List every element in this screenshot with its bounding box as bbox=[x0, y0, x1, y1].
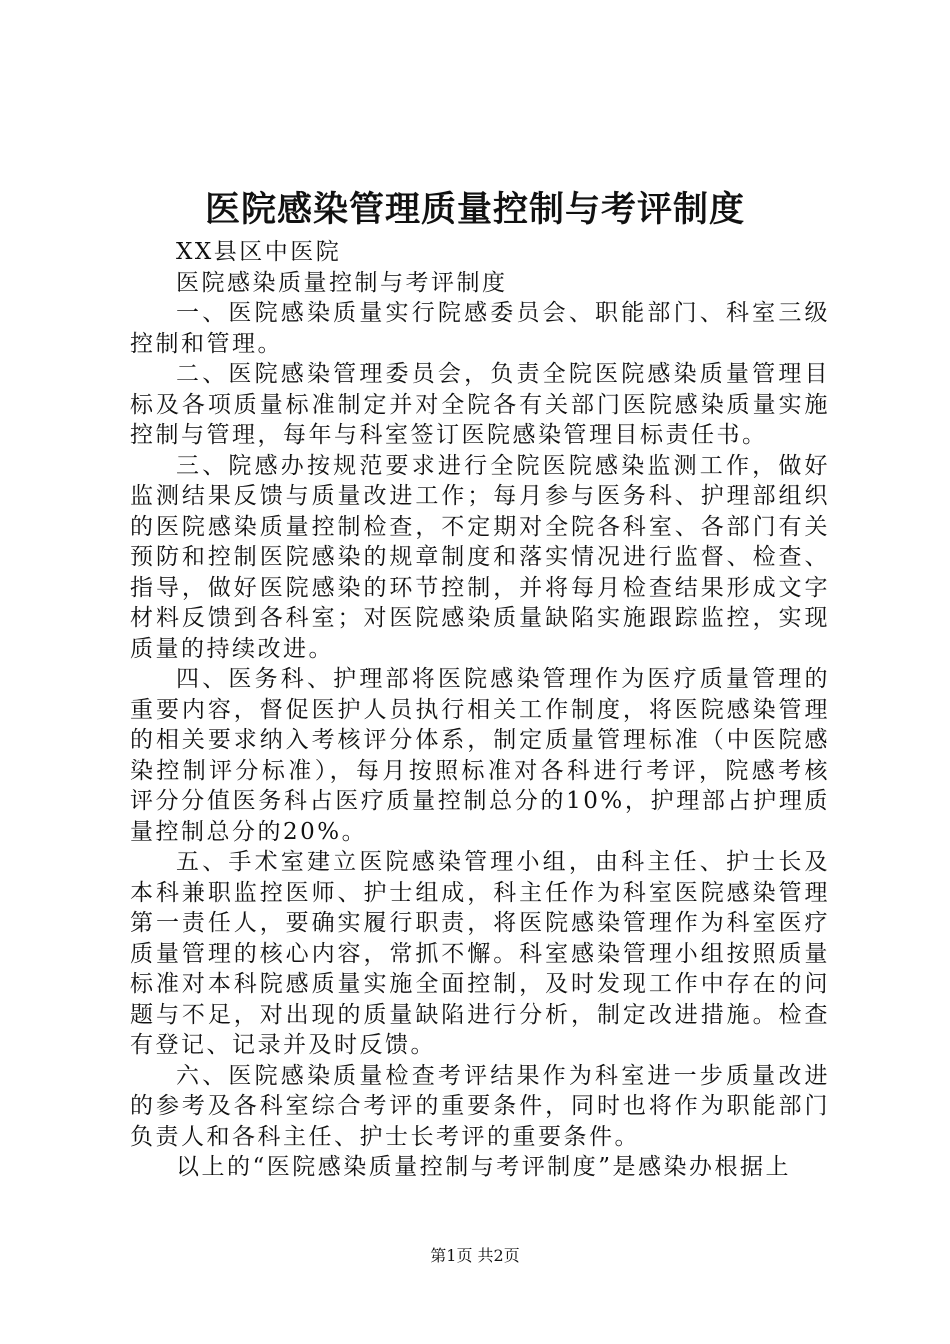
paragraph-2: 二、医院感染管理委员会，负责全院医院感染质量管理目标及各项质量标准制定并对全院各有关部门医院感染质量实施控制与管理，每年与科室签订医院感染管理目标责任书。 bbox=[130, 361, 830, 448]
document-body bbox=[130, 237, 830, 1183]
subtitle: 医院感染质量控制与考评制度 bbox=[176, 269, 508, 296]
document-title: 医院感染管理质量控制与考评制度 bbox=[204, 189, 745, 230]
hospital-name: XX县区中医院 bbox=[176, 239, 342, 265]
paragraph-5: 五、手术室建立医院感染管理小组，由科主任、护士长及本科兼职监控医师、护士组成，科主任作为科室医院感染管理第一责任人，要确实履行职责，将医院感染管理作为科室医疗质量管理的核心内容，常抓不懈。科室感染管理小组按照质量标准对本科院感质量实施全面控制，及时发现工作中存在的问题与不足，对出现的质量缺陷进行分析，制定改进措施。检查有登记、记录并及时反馈。 bbox=[130, 849, 830, 1058]
paragraph-3: 三、院感办按规范要求进行全院医院感染监测工作，做好监测结果反馈与质量改进工作；每月参与医务科、护理部组织的医院感染质量控制检查，不定期对全院各科室、各部门有关预防和控制医院感染的规章制度和落实情况进行监督、检查、指导，做好医院感染的环节控制，并将每月检查结果形成文字材料反馈到各科室；对医院感染质量缺陷实施跟踪监控，实现质量的持续改进。 bbox=[130, 452, 830, 662]
paragraph-1: 一、医院感染质量实行院感委员会、职能部门、科室三级控制和管理。 bbox=[130, 300, 830, 357]
paragraph-7: 以上的“医院感染质量控制与考评制度”是感染办根据上 bbox=[176, 1154, 792, 1180]
page-footer: 第1页 共2页 bbox=[430, 1246, 520, 1265]
paragraph-6: 六、医院感染质量检查考评结果作为科室进一步质量改进的参考及各科室综合考评的重要条件，同时也将作为职能部门负责人和各科主任、护士长考评的重要条件。 bbox=[130, 1062, 830, 1150]
paragraph-4: 四、医务科、护理部将医院感染管理作为医疗质量管理的重要内容，督促医护人员执行相关工作制度，将医院感染管理的相关要求纳入考核评分体系，制定质量管理标准（中医院感染控制评分标准），每月按照标准对各科进行考评，院感考核评分分值医务科占医疗质量控制总分的10%，护理部占护理质量控制总分的20%。 bbox=[130, 666, 830, 845]
